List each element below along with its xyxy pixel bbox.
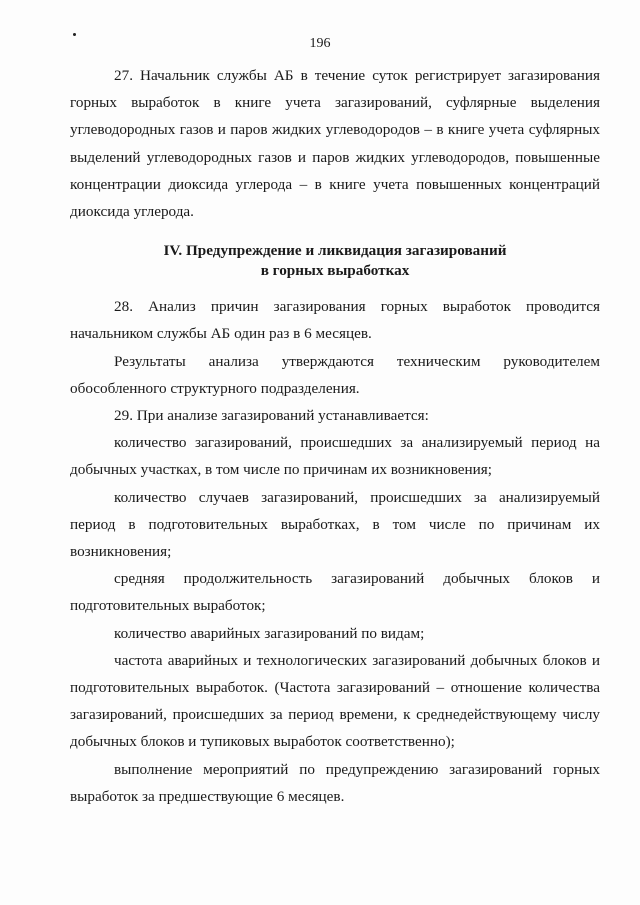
list-item-frequency: частота аварийных и технологических загазирований добычных блоков и подготовительных выработок. (Частота загазирований – отношение количества загазирований, происшедших за период времени, к среднедействующему числу добычных блоков и тупиковых выработок соответственно); <box>70 651 600 751</box>
list-item-emergency-count: количество аварийных загазирований по видам; <box>114 624 425 642</box>
section-heading <box>70 241 600 281</box>
section-heading-line-2: в горных выработках <box>260 262 410 280</box>
list-item-average-duration: средняя продолжительность загазирований добычных блоков и подготовительных выработок; <box>70 570 600 615</box>
list-item-development-workings: количество случаев загазирований, происшедших за анализируемый период в подготовительных выработках, в том числе по причинам их возникновения; <box>70 488 600 561</box>
section-heading-line-1: IV. Предупреждение и ликвидация загазирований <box>163 242 507 260</box>
document-body <box>70 62 600 810</box>
list-item-mining-areas: количество загазирований, происшедших за анализируемый период на добычных участках, в том числе по причинам их возникновения; <box>70 434 600 479</box>
page-number: 196 <box>309 36 331 51</box>
paragraph-27: 27. Начальник службы АБ в течение суток регистрирует загазирования горных выработок в книге учета загазирований, суфлярные выделения углеводородных газов и паров жидких углеводородов – в книге учета суфлярных выделений углеводородных газов и паров жидких углеводородов, повышенные концентрации диоксида углерода – в книге учета повышенных концентраций диоксида углерода. <box>70 67 600 221</box>
paragraph-29: 29. При анализе загазирований устанавливается: <box>114 407 429 425</box>
paragraph-results: Результаты анализа утверждаются техническим руководителем обособленного структурного подразделения. <box>70 352 600 397</box>
list-item-measures: выполнение мероприятий по предупреждению загазирований горных выработок за предшествующие 6 месяцев. <box>70 760 600 805</box>
paragraph-28: 28. Анализ причин загазирования горных выработок проводится начальником службы АБ один раз в 6 месяцев. <box>70 298 600 343</box>
